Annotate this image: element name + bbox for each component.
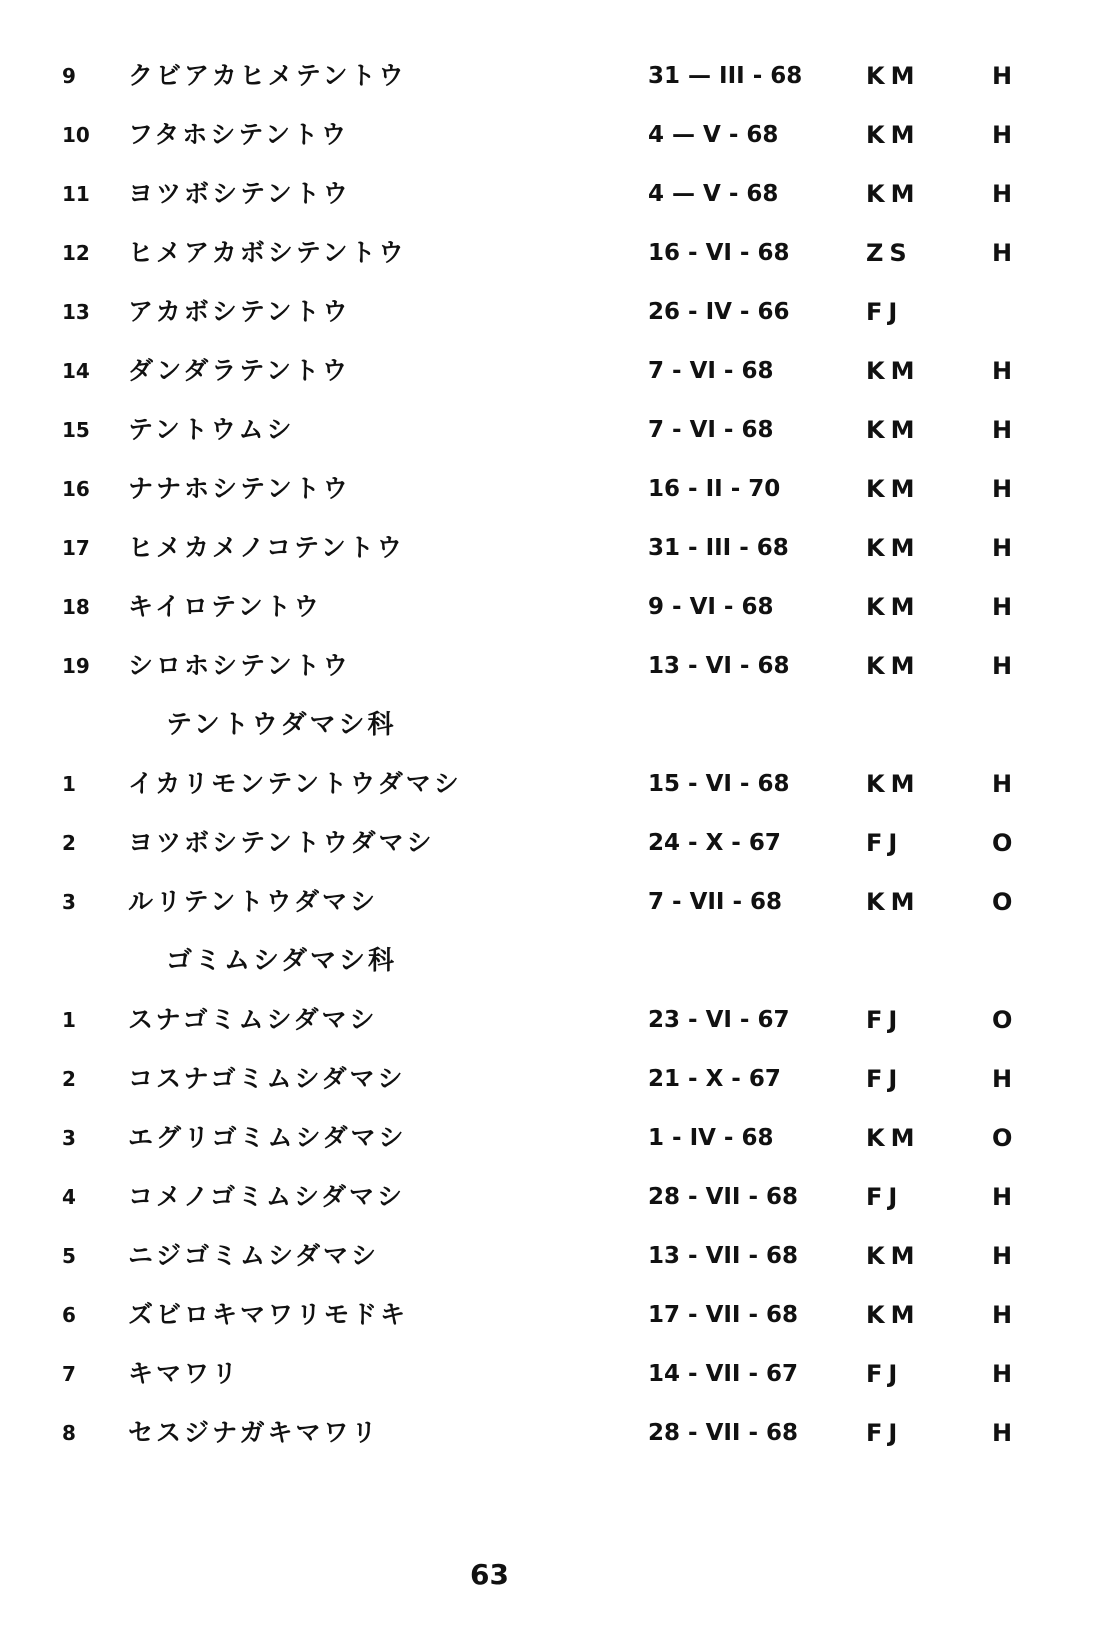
collector-code: KM — [866, 1242, 921, 1270]
species-name: エグリゴミムシダマシ — [128, 1123, 407, 1152]
collector-code: KM — [866, 475, 921, 503]
entry-number: 9 — [62, 64, 76, 88]
page-number: 63 — [470, 1558, 509, 1591]
collection-date: 28 - VII - 68 — [648, 1420, 799, 1446]
collector-code: ZS — [866, 239, 913, 267]
list-item — [0, 408, 1100, 452]
list-item — [0, 880, 1100, 924]
list-item — [0, 644, 1100, 688]
entry-number: 6 — [62, 1303, 76, 1327]
collector-code: KM — [866, 121, 921, 149]
species-name: ヒメカメノコテントウ — [128, 533, 405, 562]
species-name: イカリモンテントウダマシ — [128, 769, 462, 798]
list-item — [0, 762, 1100, 806]
entry-number: 10 — [62, 123, 90, 147]
species-name: アカボシテントウ — [128, 297, 351, 326]
family-heading: テントウダマシ科 — [166, 710, 397, 740]
collector-code: FJ — [866, 298, 904, 326]
collector-code: KM — [866, 357, 921, 385]
collection-date: 31 - III - 68 — [648, 535, 789, 561]
species-name: コスナゴミムシダマシ — [128, 1064, 406, 1093]
entry-number: 13 — [62, 300, 90, 324]
species-name: ヨツボシテントウ — [128, 179, 351, 208]
entry-number: 2 — [62, 1067, 76, 1091]
species-name: コメノゴミムシダマシ — [128, 1182, 406, 1211]
list-item — [0, 821, 1100, 865]
entry-number: 5 — [62, 1244, 76, 1268]
status-code: O — [992, 1006, 1013, 1034]
status-code: H — [992, 121, 1013, 149]
entry-number: 15 — [62, 418, 90, 442]
species-name: フタホシテントウ — [128, 120, 350, 149]
entry-number: 12 — [62, 241, 90, 265]
collection-date: 4 — V - 68 — [648, 122, 779, 148]
species-name: ズビロキマワリモドキ — [128, 1300, 409, 1329]
list-item — [0, 526, 1100, 570]
status-code: H — [992, 1242, 1013, 1270]
list-item — [0, 172, 1100, 216]
collection-date: 7 - VI - 68 — [648, 417, 774, 443]
collection-date: 23 - VI - 67 — [648, 1007, 790, 1033]
species-name: キマワリ — [128, 1359, 241, 1388]
collector-code: FJ — [866, 1419, 904, 1447]
species-name: クビアカヒメテントウ — [128, 61, 407, 90]
status-code: H — [992, 475, 1013, 503]
species-name: スナゴミムシダマシ — [128, 1005, 378, 1034]
collection-date: 1 - IV - 68 — [648, 1125, 774, 1151]
collection-date: 15 - VI - 68 — [648, 771, 790, 797]
list-item — [0, 467, 1100, 511]
list-item — [0, 1411, 1100, 1455]
collection-date: 14 - VII - 67 — [648, 1361, 799, 1387]
collector-code: KM — [866, 62, 921, 90]
collection-date: 28 - VII - 68 — [648, 1184, 799, 1210]
status-code: H — [992, 534, 1013, 562]
collection-date: 7 - VII - 68 — [648, 889, 783, 915]
status-code: H — [992, 62, 1013, 90]
species-name: ナナホシテントウ — [128, 474, 351, 503]
species-name: ヒメアカボシテントウ — [128, 238, 407, 267]
collection-date: 17 - VII - 68 — [648, 1302, 799, 1328]
list-item — [0, 1116, 1100, 1160]
entry-number: 1 — [62, 1008, 76, 1032]
entry-number: 4 — [62, 1185, 76, 1209]
species-name: ダンダラテントウ — [128, 356, 351, 385]
species-name: ニジゴミムシダマシ — [128, 1241, 380, 1270]
collection-date: 16 - VI - 68 — [648, 240, 790, 266]
collector-code: KM — [866, 534, 921, 562]
status-code: H — [992, 1183, 1013, 1211]
collector-code: FJ — [866, 1183, 904, 1211]
collection-date: 13 - VI - 68 — [648, 653, 790, 679]
status-code: O — [992, 829, 1013, 857]
collector-code: KM — [866, 416, 921, 444]
status-code: H — [992, 1065, 1013, 1093]
entry-number: 18 — [62, 595, 90, 619]
entry-number: 3 — [62, 1126, 76, 1150]
list-item — [0, 1175, 1100, 1219]
entry-number: 16 — [62, 477, 90, 501]
entry-number: 14 — [62, 359, 90, 383]
species-name: セスジナガキマワリ — [128, 1418, 380, 1447]
collector-code: KM — [866, 652, 921, 680]
entry-number: 11 — [62, 182, 90, 206]
collector-code: KM — [866, 1301, 921, 1329]
collector-code: KM — [866, 1124, 921, 1152]
collector-code: FJ — [866, 1006, 904, 1034]
entry-number: 19 — [62, 654, 90, 678]
status-code: H — [992, 770, 1013, 798]
list-item — [0, 231, 1100, 275]
collection-date: 24 - X - 67 — [648, 830, 781, 856]
status-code: H — [992, 652, 1013, 680]
status-code: H — [992, 1360, 1013, 1388]
status-code: H — [992, 1301, 1013, 1329]
entry-number: 3 — [62, 890, 76, 914]
list-item — [0, 290, 1100, 334]
status-code: H — [992, 416, 1013, 444]
collector-code: KM — [866, 770, 921, 798]
species-name: ヨツボシテントウダマシ — [128, 828, 435, 857]
status-code: H — [992, 357, 1013, 385]
collector-code: KM — [866, 593, 921, 621]
status-code: H — [992, 239, 1013, 267]
status-code: H — [992, 593, 1013, 621]
list-item — [0, 54, 1100, 98]
list-item — [0, 349, 1100, 393]
entry-number: 17 — [62, 536, 90, 560]
species-name: シロホシテントウ — [128, 651, 351, 680]
collector-code: KM — [866, 180, 921, 208]
list-item — [0, 1234, 1100, 1278]
entry-number: 7 — [62, 1362, 76, 1386]
status-code: O — [992, 1124, 1013, 1152]
list-item — [0, 1293, 1100, 1337]
status-code: H — [992, 180, 1013, 208]
collection-date: 31 — III - 68 — [648, 63, 803, 89]
list-item — [0, 113, 1100, 157]
collection-date: 26 - IV - 66 — [648, 299, 790, 325]
list-item — [0, 585, 1100, 629]
collection-date: 13 - VII - 68 — [648, 1243, 799, 1269]
collection-date: 7 - VI - 68 — [648, 358, 774, 384]
collector-code: FJ — [866, 829, 904, 857]
collector-code: FJ — [866, 1065, 904, 1093]
family-heading: ゴミムシダマシ科 — [166, 946, 397, 976]
species-name: ルリテントウダマシ — [128, 887, 379, 916]
entry-number: 8 — [62, 1421, 76, 1445]
entry-number: 2 — [62, 831, 76, 855]
collector-code: KM — [866, 888, 921, 916]
species-name: テントウムシ — [128, 415, 295, 444]
collection-date: 16 - II - 70 — [648, 476, 781, 502]
collector-code: FJ — [866, 1360, 904, 1388]
list-item — [0, 1057, 1100, 1101]
collection-date: 9 - VI - 68 — [648, 594, 774, 620]
list-item — [0, 998, 1100, 1042]
status-code: H — [992, 1419, 1013, 1447]
collection-date: 21 - X - 67 — [648, 1066, 781, 1092]
entry-number: 1 — [62, 772, 76, 796]
status-code: O — [992, 888, 1013, 916]
list-item — [0, 1352, 1100, 1396]
species-name: キイロテントウ — [128, 592, 322, 621]
collection-date: 4 — V - 68 — [648, 181, 779, 207]
